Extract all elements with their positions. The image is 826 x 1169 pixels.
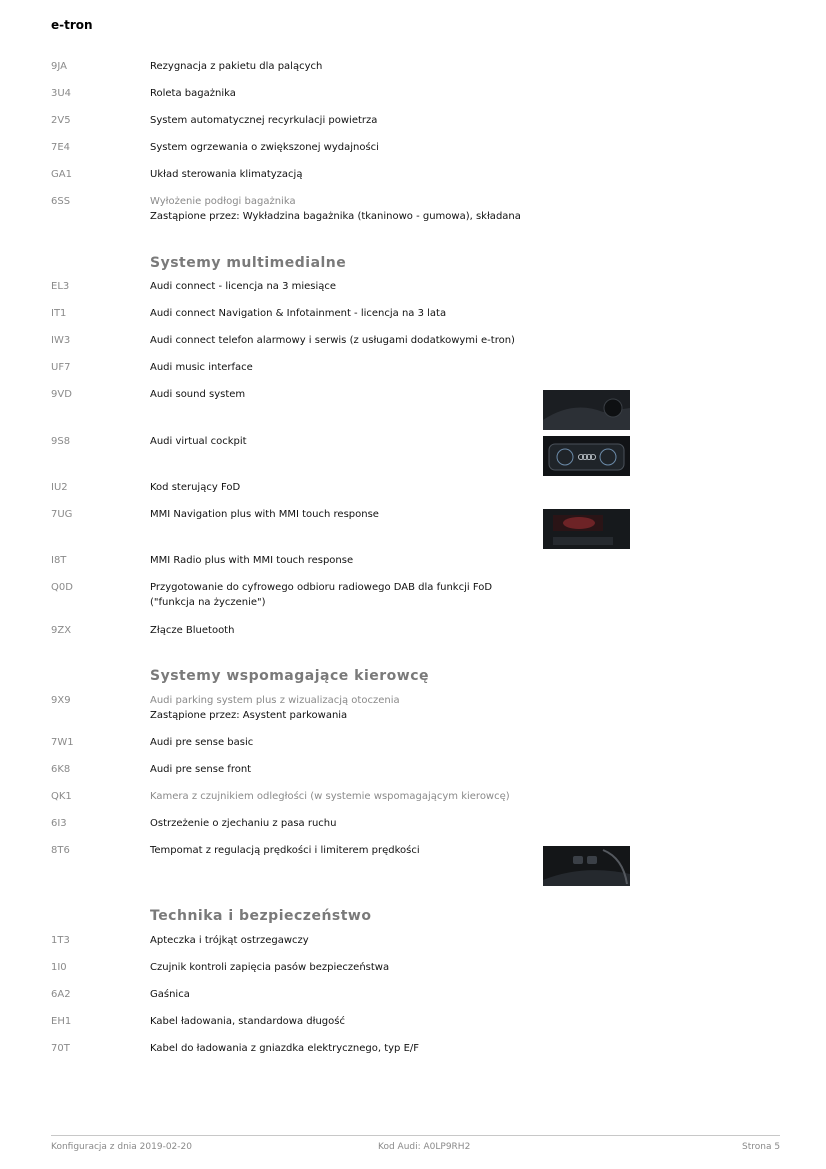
replacement-text: Zastąpione przez: Wykładzina bagażnika (tkaninowo - gumowa), składana — [150, 211, 521, 222]
option-code: 7UG — [51, 509, 73, 520]
option-code: EH1 — [51, 1016, 72, 1027]
option-code: 7W1 — [51, 737, 74, 748]
option-text: Złącze Bluetooth — [150, 625, 235, 636]
option-text-removed: Kamera z czujnikiem odległości (w systemie wspomagającym kierowcę) — [150, 791, 510, 802]
option-text: System ogrzewania o zwiększonej wydajności — [150, 142, 379, 153]
option-text: Roleta bagażnika — [150, 88, 236, 99]
footer-config-date: Konfiguracja z dnia 2019-02-20 — [51, 1142, 192, 1152]
option-text: MMI Navigation plus with MMI touch response — [150, 509, 379, 520]
option-text: Czujnik kontroli zapięcia pasów bezpieczeństwa — [150, 962, 390, 973]
option-text: Audi pre sense front — [150, 764, 252, 775]
option-text: Audi sound system — [150, 389, 246, 400]
cruise-control-photo — [543, 846, 630, 886]
option-text-removed: Wyłożenie podłogi bagażnika — [150, 196, 296, 207]
option-code: I8T — [51, 555, 67, 566]
option-text: Rezygnacja z pakietu dla palących — [150, 61, 323, 72]
footer-page-number: Strona 5 — [742, 1142, 781, 1152]
option-text: Audi music interface — [150, 362, 253, 373]
option-code: 6SS — [51, 196, 71, 207]
option-text: Kabel ładowania, standardowa długość — [150, 1016, 345, 1027]
option-code: IW3 — [51, 335, 71, 346]
option-text: Audi connect - licencja na 3 miesiące — [150, 281, 337, 292]
brand-logo-text: e-tron — [51, 18, 93, 32]
option-code: Q0D — [51, 582, 73, 593]
option-code: GA1 — [51, 169, 72, 180]
section-heading: Systemy multimedialne — [150, 255, 347, 271]
option-code: 70T — [51, 1043, 70, 1054]
option-text-removed: Audi parking system plus z wizualizacją otoczenia — [150, 695, 400, 706]
option-text: Audi connect telefon alarmowy i serwis (z usługami dodatkowymi e-tron) — [150, 335, 515, 346]
option-code: 6A2 — [51, 989, 71, 1000]
option-text: Układ sterowania klimatyzacją — [150, 169, 303, 180]
option-text: Audi connect Navigation & Infotainment - licencja na 3 lata — [150, 308, 447, 319]
section-heading: Systemy wspomagające kierowcę — [150, 668, 429, 684]
option-text: Apteczka i trójkąt ostrzegawczy — [150, 935, 309, 946]
option-code: 9VD — [51, 389, 72, 400]
section-heading: Technika i bezpieczeństwo — [150, 908, 372, 924]
option-text: Kod sterujący FoD — [150, 482, 241, 493]
option-text: MMI Radio plus with MMI touch response — [150, 555, 354, 566]
option-code: 9X9 — [51, 695, 71, 706]
option-text: Tempomat z regulacją prędkości i limiterem prędkości — [150, 845, 420, 856]
option-code: 2V5 — [51, 115, 71, 126]
replacement-text: Zastąpione przez: Asystent parkowania — [150, 710, 348, 721]
option-text: Audi virtual cockpit — [150, 436, 247, 447]
option-code: EL3 — [51, 281, 70, 292]
footer-audi-code: Kod Audi: A0LP9RH2 — [378, 1142, 471, 1152]
virtual-cockpit-photo — [543, 436, 630, 476]
option-code: 8T6 — [51, 845, 70, 856]
option-code: 1I0 — [51, 962, 67, 973]
sound-system-photo — [543, 390, 630, 430]
option-code: 9ZX — [51, 625, 72, 636]
option-code: 1T3 — [51, 935, 70, 946]
option-code: 9JA — [51, 61, 67, 72]
option-code: 6I3 — [51, 818, 67, 829]
option-text: Gaśnica — [150, 989, 190, 1000]
option-code: IT1 — [51, 308, 67, 319]
option-text: Kabel do ładowania z gniazdka elektrycznego, typ E/F — [150, 1043, 420, 1054]
option-text: Audi pre sense basic — [150, 737, 254, 748]
option-code: QK1 — [51, 791, 72, 802]
mmi-navigation-photo — [543, 509, 630, 549]
option-code: 9S8 — [51, 436, 71, 447]
footer-divider — [51, 1135, 780, 1136]
option-text: Ostrzeżenie o zjechaniu z pasa ruchu — [150, 818, 337, 829]
option-code: IU2 — [51, 482, 68, 493]
option-code: 7E4 — [51, 142, 71, 153]
option-code: 6K8 — [51, 764, 71, 775]
option-code: UF7 — [51, 362, 71, 373]
option-text: System automatycznej recyrkulacji powietrza — [150, 115, 378, 126]
option-text: Przygotowanie do cyfrowego odbioru radiowego DAB dla funkcji FoD ("funkcja na życzenie") — [150, 582, 493, 608]
option-code: 3U4 — [51, 88, 72, 99]
